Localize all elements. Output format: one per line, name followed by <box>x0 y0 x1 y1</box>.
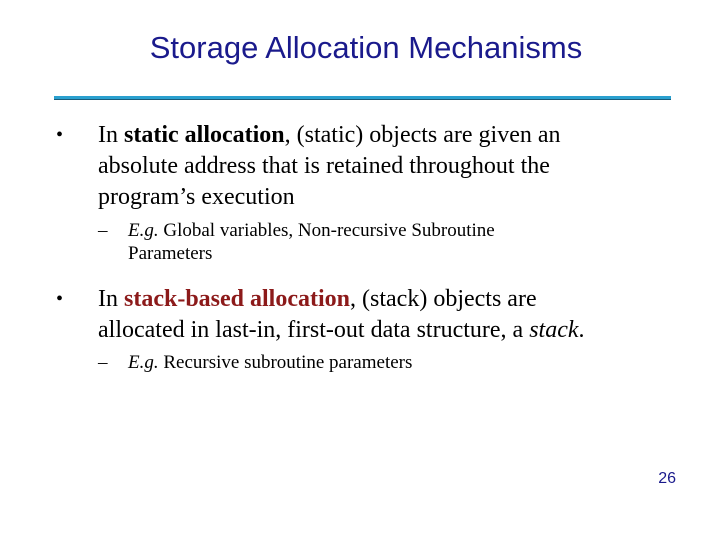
text-run: Recursive subroutine parameters <box>158 352 413 373</box>
bullet-line: absolute address that is retained throughout the <box>98 153 550 179</box>
sub-bullet-line <box>128 351 648 374</box>
term-static-allocation: static allocation <box>124 122 285 148</box>
sub-bullet-static-example <box>98 219 658 265</box>
bullet-line <box>98 284 698 315</box>
eg-label: E.g. <box>128 352 159 373</box>
title-underline <box>54 96 671 100</box>
bullet-line: program’s execution <box>98 184 295 210</box>
sub-bullet-marker: – <box>98 352 108 373</box>
sub-bullet-text <box>128 219 648 265</box>
slide-title: Storage Allocation Mechanisms <box>149 30 583 65</box>
text-run: In <box>98 286 124 312</box>
page-number: 26 <box>658 470 676 487</box>
eg-label: E.g. <box>128 220 159 241</box>
bullet-text <box>98 284 698 346</box>
sub-bullet-stack-example <box>98 351 658 374</box>
sub-bullet-marker: – <box>98 220 108 241</box>
bullet-stack-allocation <box>56 284 716 346</box>
sub-bullet-line: Parameters <box>128 243 213 264</box>
text-run: allocated in last-in, first-out data structure, a <box>98 317 530 343</box>
bullet-marker: • <box>56 288 64 310</box>
text-run: . <box>578 317 585 343</box>
text-run: In <box>98 122 124 148</box>
term-stack-based-allocation: stack-based allocation <box>124 286 351 312</box>
text-run: , (static) objects are given an <box>284 122 561 148</box>
bullet-line <box>98 120 698 151</box>
bullet-line <box>98 315 698 346</box>
bullet-static-allocation <box>56 120 716 213</box>
bullet-text <box>98 120 698 213</box>
sub-bullet-line <box>128 219 648 242</box>
term-stack: stack <box>529 317 579 343</box>
text-run: , (stack) objects are <box>350 286 537 312</box>
bullet-marker: • <box>56 124 64 146</box>
text-run: Global variables, Non-recursive Subroutine <box>158 220 495 241</box>
sub-bullet-text <box>128 351 648 374</box>
